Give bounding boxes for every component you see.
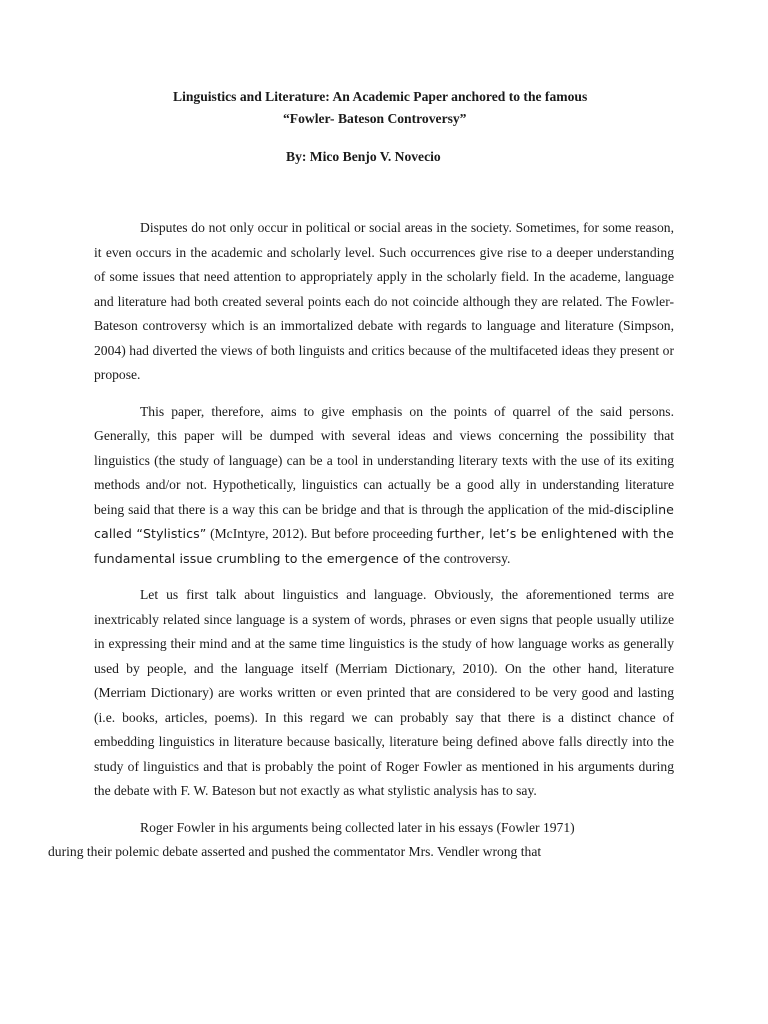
paragraph-2-end: controversy. [443, 550, 511, 566]
paragraph-4-line-2: during their polemic debate asserted and pushed the commentator Mrs. Vendler wrong that [48, 844, 542, 859]
author-byline: By: Mico Benjo V. Novecio [286, 149, 441, 164]
paragraph-2-alt-tail: further, let’s be enlightened with the fundamental issue crumbling to the emergence of the [94, 526, 675, 566]
paragraph-2 [94, 400, 674, 572]
paragraph-2-after-alt: (McIntyre, 2012). But before proceeding [206, 526, 433, 541]
paragraph-4 [48, 816, 674, 865]
paragraph-2-alt-font: discipline called “Stylistics” [94, 501, 674, 541]
paragraph-2-main: This paper, therefore, aims to give emphasis on the points of quarrel of the said persons. Generally, this paper will be dumped with several ideas and views concerning the possibility that linguistics (the study of language) can be a tool in understanding literary texts with the use of its exiting methods and/or not. Hypothetically, linguistics can actually be a good ally in understanding literature being said that there is a way this can be bridge and that is through the application of the mid- [94, 403, 674, 517]
paragraph-4-line-1: Roger Fowler in his arguments being collected later in his essays (Fowler 1971) [140, 819, 575, 835]
body-text [48, 216, 675, 877]
paragraph-3: Let us first talk about linguistics and language. Obviously, the aforementioned terms are inextricably related since language is a system of words, phrases or even signs that people usually utilize in expressing their mind and at the same time linguistics is the study of how language works as generally used by people, and the language itself (Merriam Dictionary, 2010). On the other hand, literature (Merriam Dictionary) are works written or even printed that are considered to be very good and lasting (i.e. books, articles, poems). In this regard we can probably say that there is a distinct chance of embedding linguistics in literature because basically, literature being defined above falls directly into the study of linguistics and that is probably the point of Roger Fowler as mentioned in his arguments during the debate with F. W. Bateson but not exactly as what stylistic analysis has to say. [94, 587, 674, 798]
paragraph-1: Disputes do not only occur in political or social areas in the society. Sometimes, for some reason, it even occurs in the academic and scholarly level. Such occurrences give rise to a deeper understanding of some issues that need attention to appropriately apply in the scholarly field. In the academe, language and literature had both created several points each do not coincide although they are related. The Fowler- Bateson controversy which is an immortalized debate with regards to language and literature (Simpson, 2004) had diverted the views of both linguists and critics because of the multifaceted ideas they present or propose. [94, 220, 674, 382]
paper-title-line-2: “Fowler- Bateson Controversy” [283, 111, 467, 126]
paper-title-line-1: Linguistics and Literature: An Academic Paper anchored to the famous [173, 89, 588, 104]
